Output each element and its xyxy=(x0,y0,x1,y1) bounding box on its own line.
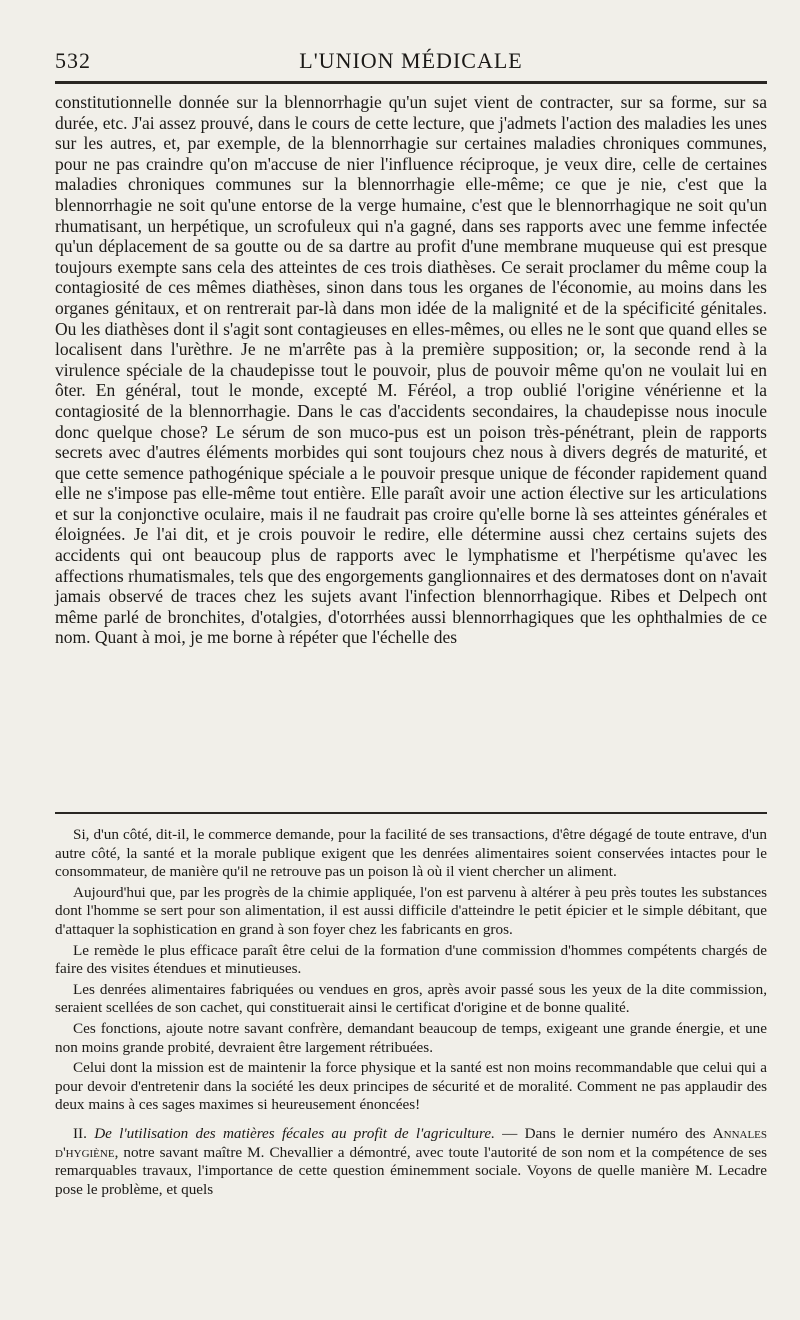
note-paragraph: Ces fonctions, ajoute notre savant confrère, demandant beaucoup de temps, exigeant une grande énergie, et une non moins grande probité, devraient être largement rétribuées. xyxy=(55,1019,767,1056)
header-rule xyxy=(55,81,767,84)
section-ii-text-2: , notre savant maître M. Chevallier a démontré, avec toute l'autorité de son nom et la compétence de ses remarquables travaux, l'importance de cette question éminemment sociale. Voyons de quelle manière M. Lecadre pose le problème, et quels xyxy=(55,1143,767,1198)
journal-name: Annales d'hygiène xyxy=(55,1124,768,1161)
note-paragraph: Aujourd'hui que, par les progrès de la chimie appliquée, l'on est parvenu à altérer à peu près toutes les substances dont l'homme se sert pour son alimentation, il est aussi difficile d'atteindre le petit épicier et le simple débitant, que d'attaquer la sophistication en grand à son foyer chez les fabricants en gros. xyxy=(55,883,767,938)
journal-title: L'UNION MÉDICALE xyxy=(299,48,523,73)
note-paragraph: Le remède le plus efficace paraît être celui de la formation d'une commission d'hommes compétents chargés de faire des visites étendues et minutieuses. xyxy=(55,941,767,978)
main-body-text: constitutionnelle donnée sur la blennorrhagie qu'un sujet vient de contracter, sur sa forme, sur sa durée, etc. J'ai assez prouvé, dans le cours de cette lecture, que j'admets l'action des maladies les unes sur les autres, et, par exemple, de la blennorrhagie sur certaines maladies chroniques communes, pour ne pas craindre qu'on m'accuse de nier l'influence réciproque, je veux dire, celle de certaines maladies chroniques communes sur la blennorrhagie elle-même; ce que je nie, c'est que la blennorrhagie ne soit qu'une entorse de la verge humaine, c'est que le blennorrhagique ne soit qu'un rhumatisant, un herpétique, un scrofuleux qui n'a gagné, dans ses rapports avec une femme infectée qu'un déplacement de sa goutte ou de sa dartre au profit d'une membrane muqueuse qui est presque toujours exempte sans cela des atteintes de ces trois diathèses. Ce serait proclamer du même coup la contagiosité de ces mêmes diathèses, sinon dans tous les organes de l'économie, au moins dans les organes génitaux, et on rentrerait par-là dans mon idée de la malignité et de la spécificité génitales. Ou les diathèses dont il s'agit sont contagieuses en elles-mêmes, ou elles ne le sont que quand elles se localisent dans l'urèthre. Je ne m'arrête pas à la première supposition; or, la seconde rend à la virulence spéciale de la chaudepisse tout le pouvoir, plus de pouvoir même qu'on ne voulait lui en ôter. En général, tout le monde, excepté M. Féréol, a trop oublié l'origine vénérienne et la contagiosité de la blennorrhagie. Dans le cas d'accidents secondaires, la chaudepisse nous inocule donc quelque chose? Le sérum de son muco-pus est un poison très-pénétrant, plein de rapports secrets avec d'autres éléments morbides qui sont toujours chez nous à divers degrés de maturité, et que cette semence pathogénique spéciale a le pouvoir presque unique de féconder rapidement quand elle ne s'impose pas elle-même tout entière. Elle paraît avoir une action élective sur les articulations et sur la conjonctive oculaire, mais il ne faudrait pas croire qu'elle borne là ses atteintes générales et éloignées. Je l'ai dit, et je crois pouvoir le redire, elle détermine aussi chez certains sujets des accidents qui ont beaucoup plus de rapports avec le lymphatisme et l'herpétisme qu'avec les affections rhumatismales, tels que des engorgements ganglionnaires et des dermatoses dont on n'avait jamais observé de traces chez les sujets avant l'infection blennorrhagique. Ribes et Delpech ont même parlé de bronchites, d'otalgies, d'otorrhées aussi blennorrhagiques que les ophthalmies de ce nom. Quant à moi, je me borne à répéter que l'échelle des xyxy=(55,92,767,648)
page-header xyxy=(55,44,767,78)
note-paragraph: Si, d'un côté, dit-il, le commerce demande, pour la facilité de ses transactions, d'être dégagé de toute entrave, d'un autre côté, la santé et la morale publique exigent que les denrées alimentaires soient conservées intactes pour le consommateur, de manière qu'il ne retrouve pas un poison là où il vient chercher un aliment. xyxy=(55,826,767,881)
notes-section xyxy=(55,826,767,1199)
section-divider xyxy=(55,812,767,814)
note-paragraph: Celui dont la mission est de maintenir la force physique et la santé est non moins recommandable que celui qui a pour devoir d'entretenir dans la société les deux principes de sécurité et de moralité. Comment ne pas applaudir des deux mains à ces sages maximes si heureusement énoncées! xyxy=(55,1059,767,1114)
page-number: 532 xyxy=(55,48,91,73)
note-paragraph: Les denrées alimentaires fabriquées ou vendues en gros, après avoir passé sous les yeux de la dite commission, seraient scellées de son cachet, qui constituerait ainsi le certificat d'origine et de bonne qualité. xyxy=(55,980,767,1017)
section-ii-numeral: II. xyxy=(73,1124,87,1142)
section-ii-text-1: — Dans le dernier numéro des xyxy=(494,1124,713,1142)
section-ii-title: De l'utilisation des matières fécales au profit de l'agriculture. xyxy=(94,1124,495,1142)
section-ii-paragraph xyxy=(55,1125,767,1199)
